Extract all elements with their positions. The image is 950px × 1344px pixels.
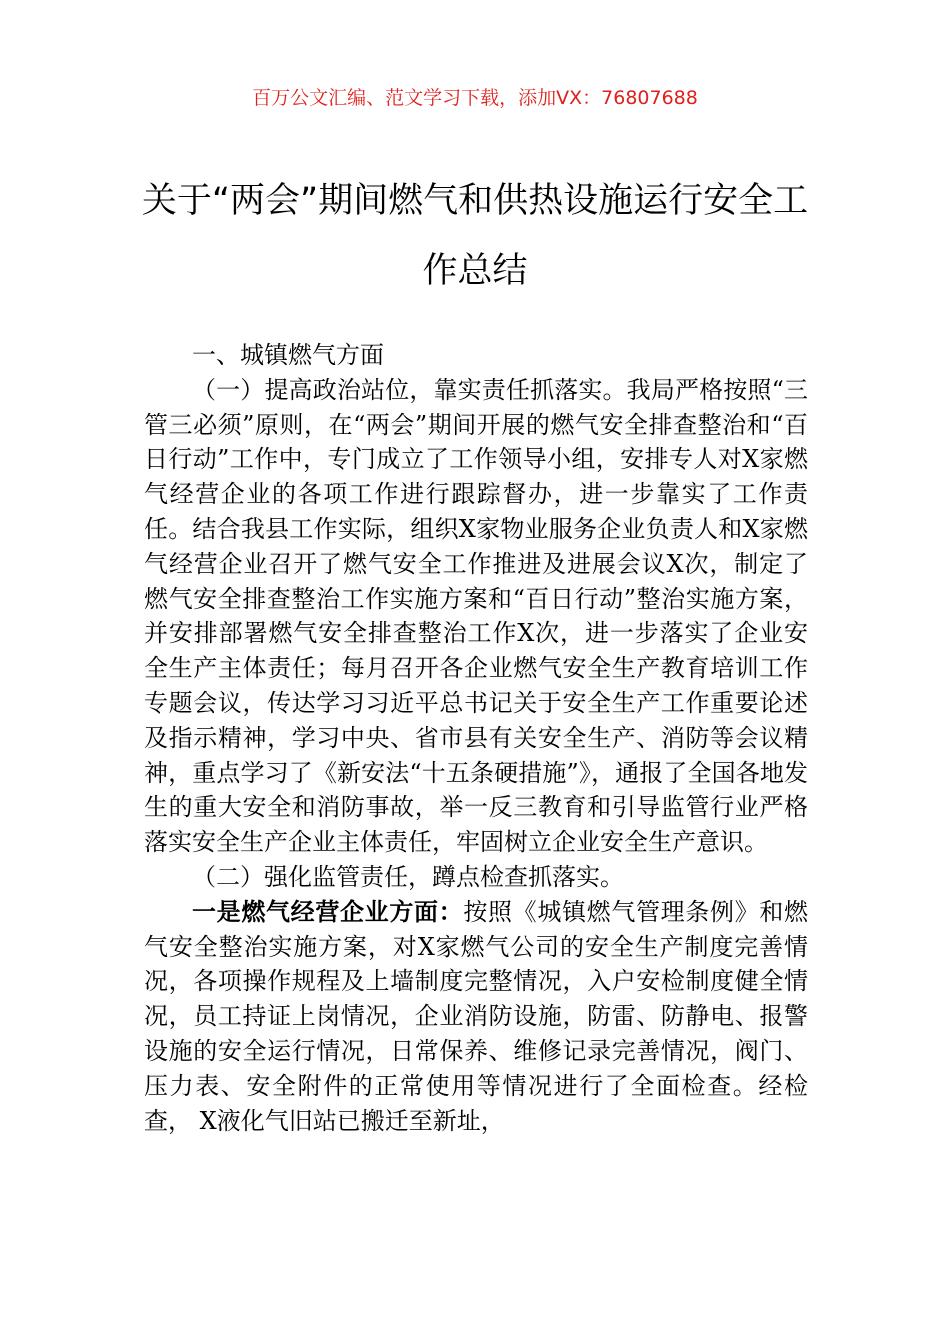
header-download-note: 百万公文汇编、范文学习下载，添加VX：76807688 — [252, 87, 698, 109]
section-heading-urban-gas: 一、城镇燃气方面 — [192, 341, 384, 369]
paragraph-supervision-heading: （二）强化监管责任，蹲点检查抓落实。 — [192, 862, 624, 891]
paragraph-gas-enterprises — [144, 895, 808, 1139]
document-body — [144, 338, 808, 1138]
paragraph-gas-enterprises-text: 按照《城镇燃气管理条例》和燃气安全整治实施方案，对X家燃气公司的安全生产制度完善情况，各项操作规程及上墙制度完整情况，入户安检制度健全情况，员工持证上岗情况，企业消防设施，防雷、防静电、报警设施的安全运行情况，日常保养、维修记录完善情况，阀门、压力表、安全附件的正常使用等情况进行了全面检查。经检查， X液化气旧站已搬迁至新址， — [144, 897, 809, 1135]
paragraph-lead-bold: 一是燃气经营企业方面： — [192, 897, 464, 926]
document-title: 关于“两会”期间燃气和供热设施运行安全工作总结 — [141, 181, 809, 291]
paragraph-political-standing: （一）提高政治站位，靠实责任抓落实。我局严格按照“三管三必须”原则，在“两会”期间开展的燃气安全排查整治和“百日行动”工作中，专门成立了工作领导小组，安排专人对X家燃气经营企业的各项工作进行跟踪督办，进一步靠实了工作责任。结合我县工作实际，组织X家物业服务企业负责人和X家燃气经营企业召开了燃气安全工作推进及进展会议X次，制定了燃气安全排查整治工作实施方案和“百日行动”整治实施方案，并安排部署燃气安全排查整治工作X次，进一步落实了企业安全生产主体责任；每月召开各企业燃气安全生产教育培训工作专题会议，传达学习习近平总书记关于安全生产工作重要论述及指示精神，学习中央、省市县有关安全生产、消防等会议精神，重点学习了《新安法“十五条硬措施”》，通报了全国各地发生的重大安全和消防事故，举一反三教育和引导监管行业严格落实安全生产企业主体责任，牢固树立企业安全生产意识。 — [144, 375, 808, 857]
